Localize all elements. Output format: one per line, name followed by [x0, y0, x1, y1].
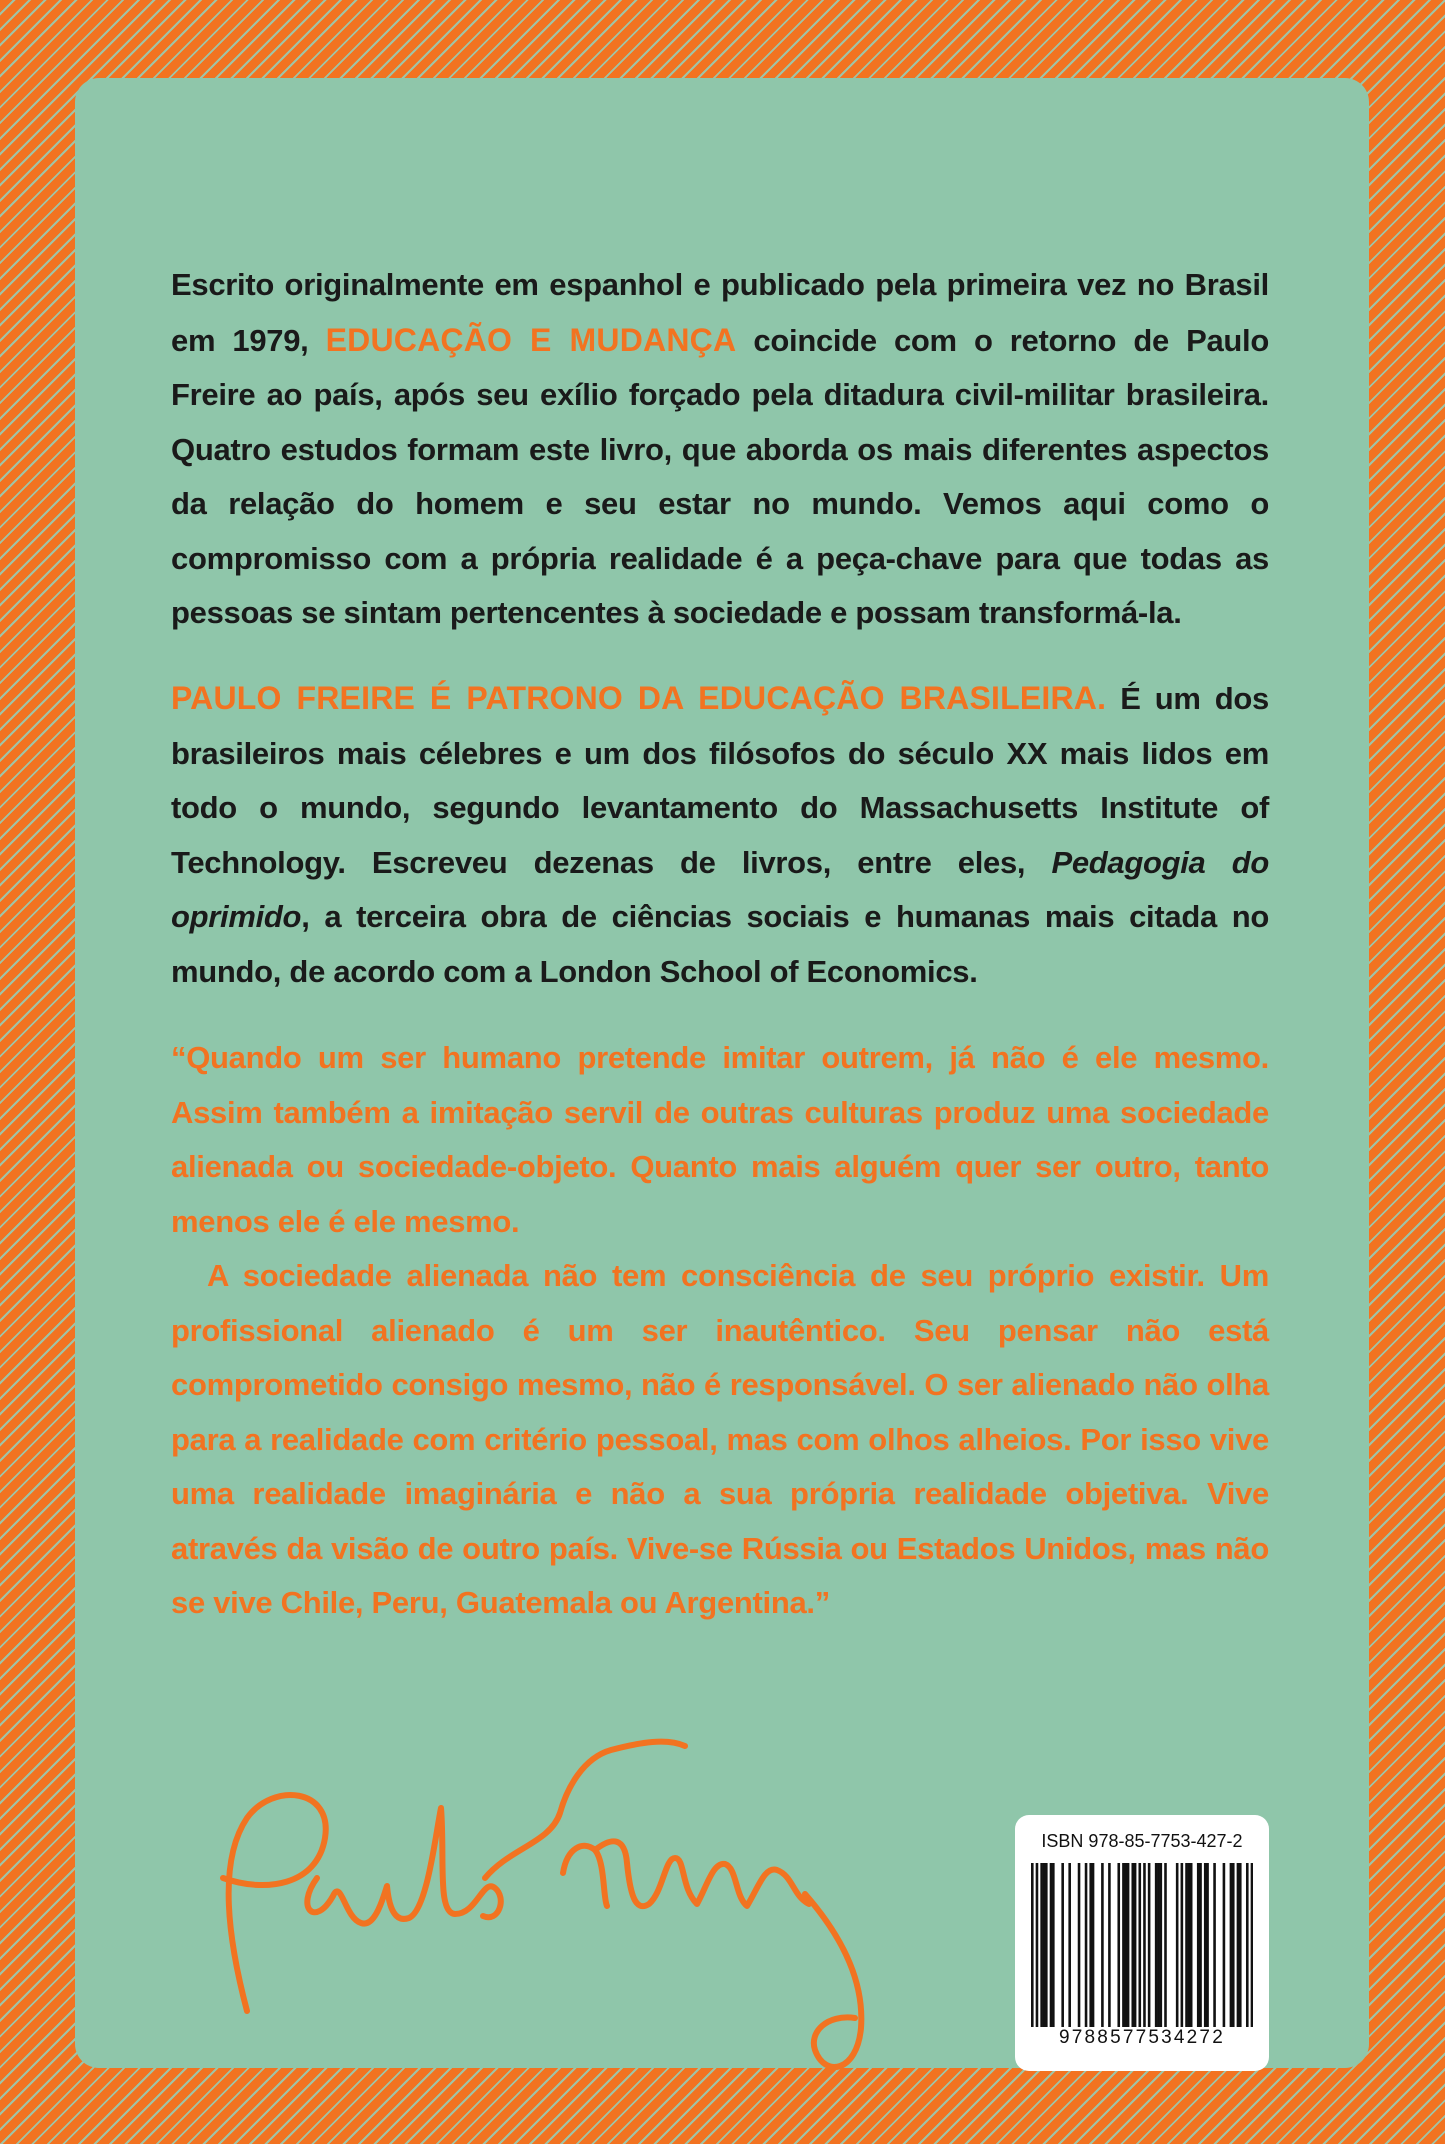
barcode-bar	[1239, 1863, 1242, 2027]
barcode-bar	[1127, 1863, 1130, 2027]
book-title: EDUCAÇÃO E MUDANÇA	[325, 321, 737, 358]
quote-paragraph-1: “Quando um ser humano pretende imitar outrem, já não é ele mesmo. Assim também a imitação servil de outras culturas produz uma sociedade alienada ou sociedade-objeto. Quanto mais alguém quer ser outro, tanto menos ele é ele mesmo.	[171, 1040, 1269, 1239]
barcode-bar	[1237, 1863, 1240, 2027]
barcode-bar	[1206, 1863, 1209, 2027]
barcode-bar	[1164, 1863, 1167, 2027]
barcode-bar	[1043, 1863, 1046, 2027]
bio-text-b: , a terceira obra de ciências sociais e humanas mais citada no mundo, de acordo com a London School of Economics.	[171, 899, 1269, 989]
barcode-bar	[1068, 1863, 1071, 2027]
barcode-bar	[1036, 1863, 1039, 2027]
barcode-digits: 9788577534272	[1059, 2027, 1225, 2048]
barcode-bar	[1197, 1863, 1200, 2027]
barcode-bar	[1061, 1863, 1064, 2027]
author-quote	[171, 1031, 1269, 1631]
barcode-bar	[1160, 1863, 1163, 2027]
barcode-bar	[1232, 1863, 1235, 2027]
barcode-bar	[1031, 1863, 1034, 2027]
isbn-label: ISBN 978-85-7753-427-2	[1041, 1831, 1243, 1851]
barcode-bar	[1101, 1863, 1104, 2027]
barcode-bar	[1131, 1863, 1134, 2027]
author-bio	[171, 671, 1269, 999]
barcode-bar	[1089, 1863, 1092, 2027]
barcode-bar	[1108, 1863, 1111, 2027]
author-headline: PAULO FREIRE É PATRONO DA EDUCAÇÃO BRASILEIRA.	[171, 680, 1107, 716]
barcode-bar	[1181, 1863, 1184, 2027]
barcode-bar	[1122, 1863, 1125, 2027]
barcode-bar	[1185, 1863, 1188, 2027]
barcode-bar	[1040, 1863, 1043, 2027]
barcode-bar	[1251, 1863, 1253, 2027]
barcode-bar	[1213, 1863, 1216, 2027]
barcode-bar	[1117, 1863, 1120, 2027]
barcode-bar	[1148, 1863, 1151, 2027]
barcode-bar	[1052, 1863, 1055, 2027]
barcode-bar	[1050, 1863, 1053, 2027]
barcode-bar	[1085, 1863, 1088, 2027]
barcode-bar	[1143, 1863, 1146, 2027]
barcode-bar	[1204, 1863, 1207, 2027]
bio-text-a: É um dos brasileiros mais célebres e um dos filósofos do século XX mais lidos em todo o mundo, segundo levantamento do Massachusetts Institute of Technology. Escreveu dezenas de livros, entre eles,	[171, 681, 1269, 880]
barcode-bar	[1124, 1863, 1127, 2027]
author-signature	[165, 1718, 975, 2118]
barcode-bar	[1157, 1863, 1160, 2027]
barcode-bar	[1199, 1863, 1202, 2027]
book-description	[171, 258, 1269, 641]
quote-paragraph-2: A sociedade alienada não tem consciência de seu próprio existir. Um profissional alienado é um ser inautêntico. Seu pensar não está comprometido consigo mesmo, não é responsável. O ser alienado não olha para a realidade com critério pessoal, mas com olhos alheios. Por isso vive uma realidade imaginária e não a sua própria realidade objetiva. Vive através da visão de outro país. Vive-se Rússia ou Estados Unidos, mas não se vive Chile, Peru, Guatemala ou Argentina.”	[171, 1258, 1269, 1620]
barcode-bars	[1031, 1863, 1253, 2027]
barcode-bar	[1138, 1863, 1141, 2027]
isbn-barcode	[1015, 1815, 1269, 2071]
cover-panel	[75, 78, 1369, 2068]
bio-book-title: Pedagogia do oprimido	[171, 844, 1269, 934]
barcode-bar	[1155, 1863, 1158, 2027]
description-intro: Escrito originalmente em espanhol e publicado pela primeira vez no Brasil em 1979,	[171, 267, 1269, 358]
barcode-bar	[1246, 1863, 1249, 2027]
barcode-bar	[1134, 1863, 1137, 2027]
barcode-bar	[1230, 1863, 1233, 2027]
barcode-bar	[1078, 1863, 1081, 2027]
description-rest: coincide com o retorno de Paulo Freire ao país, após seu exílio forçado pela ditadura civil-militar brasileira. Quatro estudos formam este livro, que aborda os mais diferentes aspectos da relação do homem e seu estar no mundo. Vemos aqui como o compromisso com a própria realidade é a peça-chave para que todas as pessoas se sintam pertencentes à sociedade e possam transformá-la.	[171, 322, 1269, 630]
barcode-bar	[1045, 1863, 1048, 2027]
barcode-bar	[1092, 1863, 1095, 2027]
barcode-bar	[1176, 1863, 1179, 2027]
barcode-bar	[1190, 1863, 1193, 2027]
barcode-bar	[1188, 1863, 1191, 2027]
barcode-bar	[1223, 1863, 1226, 2027]
